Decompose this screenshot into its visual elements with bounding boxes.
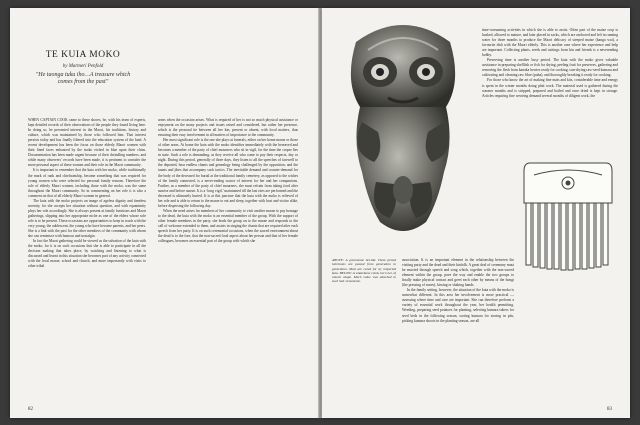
left-column-2 [158, 118, 298, 244]
book-spread [10, 8, 630, 418]
paragraph: areas when the occasion arises. What is required of her is not so much physical assistance or enjoyment on the many projects and issues raised and considered, but rather her presence, which is the personal tie between all her kin, present or absent, with local matters, thus ensuring their easy involvement in all matters of importance to the community. [158, 118, 298, 138]
article-epigraph: "He taonga tuku iho…A treasure which comes from the past" [35, 72, 131, 85]
paragraph: In the family setting, however, the situation of the kuia with the moko is somewhat different. In this area her involvement is more practical — assessing where time and care are important. She can therefore perform a variety of essential work throughout the year, her health permitting. Weeding, preparing seed potatoes for planting, selecting kumara tubers for seed beds in the following season, sorting kumara for storing in pits, picking kumara shoots in the planting season, are all [402, 288, 514, 323]
paragraph: association. It is an important element in the relationship between the visiting party and the dead and their kinfolk. A great deal of ceremony must be enacted through speech and song which, together with the non-sacred element within the group, pave the way and enable the two groups to finally make physical contact and greet each other by means of the hongi (the pressing of noses), kissing or shaking hands. [402, 258, 514, 288]
paragraph: When the need arises for members of her community to visit another marae to pay homage to the dead, the kuia with the moko is an essential member of the group. With the support of other female members in the party, she leads the group on to the marae and responds to the call of welcome extended to them, and assists in singing the chants that are required after each speech from her party. It is on such ceremonial occasions, when the sacred environment about the dead is to the fore, that the non-sacred food aspect about her person and that of her female colleagues, becomes an essential part of the group with which she [158, 208, 298, 244]
right-column-top [482, 28, 618, 99]
caption-text: ABOVE: A greenstone hei-tiki. These prized heirlooms are passed from generation to generation. Most are cared for by respected kuia. BELOW: A whalebone comb, heru iwi, of classic shape. Much value was attached to such hair ornaments. [332, 258, 396, 284]
paragraph: WHEN CAPTAIN COOK came to these shores, he, with his team of experts, kept detailed records of their observations of the people they found living here. In doing so, he presented interest in the Maori, his traditions, history and culture, which was maintained by those who followed him. That interest persists today and has finally filtered into the education system of the land. A recent development has been the focus on those elderly Maori women with their lined faces enhanced by the moko etched in blue upon their chins. Documentation has been made urgent because of their dwindling numbers, and while many observers’ records have been made, it is pertinent to consider the more personal aspect of these women and their role in the Maori community. [28, 118, 146, 168]
right-column-bottom [402, 258, 514, 324]
left-page [10, 8, 318, 418]
paragraph: In fact the Maori gathering could be viewed as the salvation of the kuia with the moko, for it is on such occasions that she is able to participate in all the decision making that takes place, by watching and listening to what is discussed and learnt in this situation she becomes part of any activity connected with the local marae, school and church, and more importantly with visits to other tribal [28, 239, 146, 269]
paragraph: The kuia with the moko projects an image of ageless dignity and timeless serenity, for she accepts her situation without question, and with equanimity plays her role accordingly. She is always present at family functions and Maori gatherings, slipping into her appropriate niche as one of the elders whose sole role is to be present. These occasions are opportunities to keep in touch with the very young, the adolescent, the young who have become parents, and her peers. She is a link with the past for the other members of the community with whom she can reminisce with humour and nostalgia. [28, 198, 147, 239]
article-title: TE KUIA MOKO [45, 50, 121, 60]
paragraph: Her most significant role is the one she plays at funerals, either on her home marae or those of other areas. At home the kuia with the moko identifies immediately with the bereaved and becomes a member of the party of chief mourners who sit in vigil, for the time the corpse lies in state. Such a role is demanding, as they receive all who come to pay their respects, day or night. During this period, generally of three days, they listen to all the speeches of farewell to the departed, hear endless chants and genealogy being challenged by the opposition, and the taunts and jibes that accompany such tactics. The inevitable demand and counter-demand for the body of the deceased for burial at the traditional family cemetery, as opposed to the wishes of the family connected, is a never-ending source of interest for her and her companions. Further, as a member of the party of chief mourners, she must refrain from taking food after sunrise and before sunset. It is a ‘long vigil,’ maintained till the last rites are performed and the deceased is ultimately buried. It is at this juncture that the kuia with the moko is relieved of her role and is able to return to the marae to eat and sleep, together with host and visitor alike, before dispersing the following day. [158, 138, 298, 208]
paragraph: For those who know the art of making fine mats and kits, considerable time and energy is spent in the winter months doing plait work. The material used is gathered during the warmer months and is stripped, prepared and boiled and once dried is kept in storage. Articles requiring fine weaving demand several months of diligent work, the [482, 78, 618, 98]
page-number-right: 83 [607, 407, 612, 412]
right-page [322, 8, 630, 418]
paragraph: Preserving time is another busy period. The kuia with the moko gives valuable assistance in preparing shellfish or fish for drying, peeling fruit for preserves, gathering and removing the flesh from kanaka berries ready for cooking, sun-drying raw-seed kumara and cultivating and cleaning raw fibre (puha), and thoroughly breaking it ready for cooking. [482, 58, 618, 78]
left-column-1 [28, 118, 146, 269]
paragraph: time-consuming activities in which she is able to assist. Often part of the maize crop is husked, allowed to mature, and later placed in sacks, which are anchored and left in running water for three months to produce the Maori delicacy of steeped maize (kanga wai), a favourite dish with the Maori elderly. This is another area where her experience and help are important. Collecting plants, seeds and cuttings from kin and friends is a neverending hobby. [482, 28, 618, 58]
whalebone-comb-figure [518, 153, 618, 273]
paragraph: It is important to remember that the kuia with her moko, while traditionally the mark of rank and chieftainship, became something that was required for young women who were selected for personal family reasons. Therefore the role of elderly Maori women, including those with the moko, was the same throughout the Maori community. So in commenting on her role it is also a comment on that of all elderly Maori women in general. [28, 168, 146, 198]
figure-caption [332, 258, 396, 284]
page-number-left: 82 [28, 407, 33, 412]
hei-tiki-figure [328, 12, 478, 258]
article-byline: by Marmeri Penfold [62, 64, 104, 69]
